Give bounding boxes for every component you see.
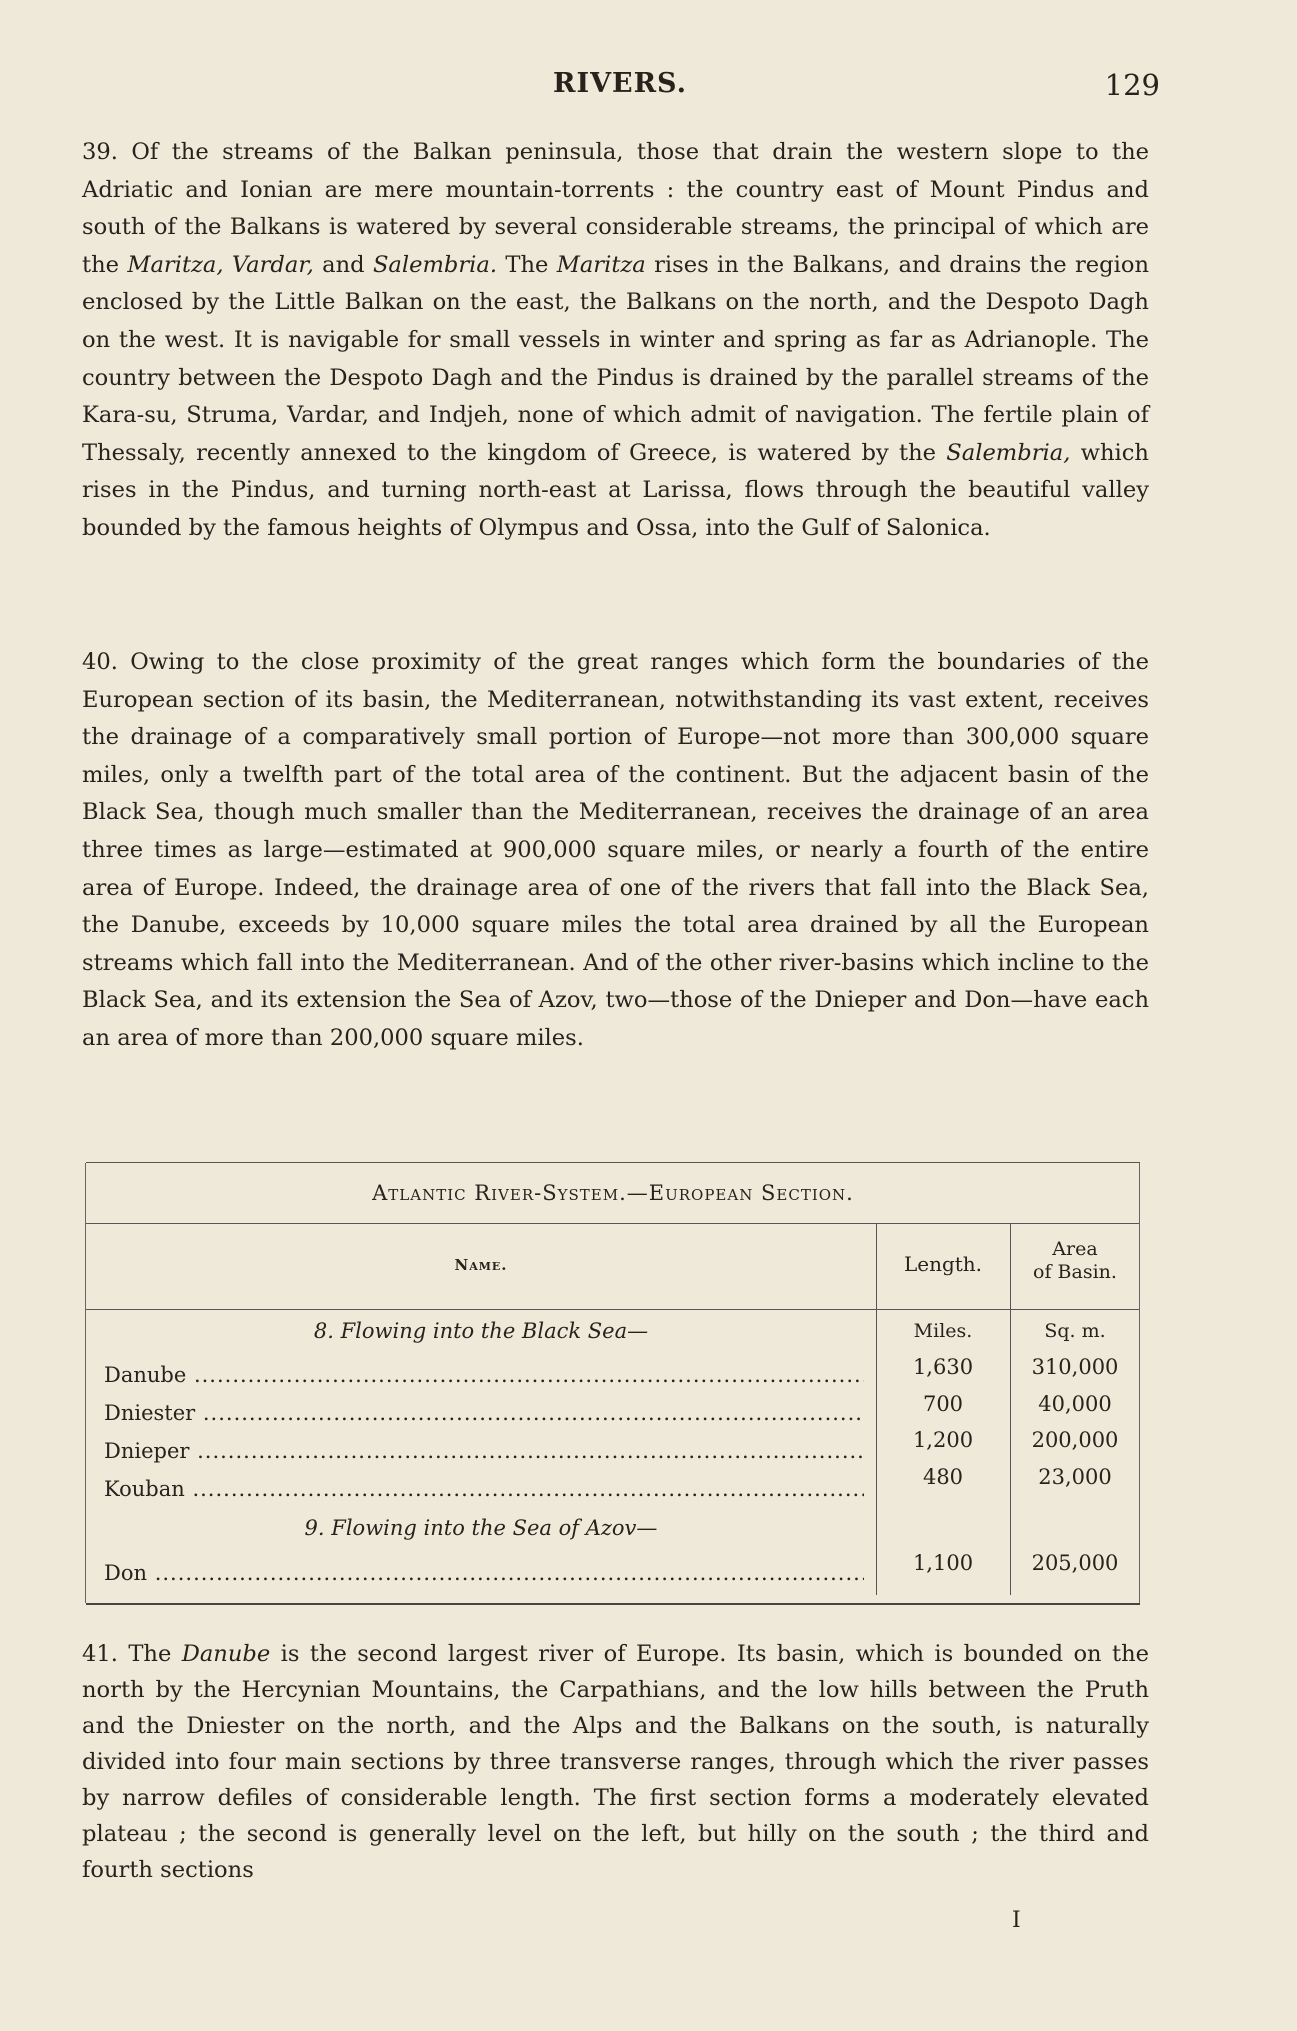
text-segment: and	[313, 251, 373, 278]
text-segment: Owing to the close proximity of the great ranges which form the boundaries of the European section of its basin, the Mediterranean, notwithstanding its vast extent, receives the drainage of a comparatively small portion of Europe—not more than 300,000 square miles, only a twelfth part of the total area of the continent. But the adjacent basin of the Black Sea, though much smaller than the Mediterranean, receives the drainage of an area three times as large—estimated at 900,000 square miles, or nearly a fourth of the entire area of Europe. Indeed, the drainage area of one of the rivers that fall into the Black Sea, the Danube, exceeds by 10,000 square miles the total area drained by all the European streams which fall into the Mediterranean. And of the other river-basins which incline to the Black Sea, and its extension the Sea of Azov, two—those of the Dnieper and Don—have each an area of more than 200,000 square miles.	[82, 649, 1149, 1051]
table-header-row	[86, 1223, 1140, 1310]
italic-river-name: Danube	[181, 1641, 271, 1667]
header-length: Length.	[903, 1252, 983, 1276]
text-segment: Of the streams of the Balkan peninsula, those that drain the western slope to the Adriatic and Ionian are mere mountain-torrents : the country east of Mount Pindus and south of the Balkans is watered by several considerable streams, the principal of which are the	[82, 139, 1149, 278]
river-name: Kouban .....	[104, 1477, 864, 1501]
section-label-black-sea: 8. Flowing into the Black Sea—	[313, 1319, 649, 1343]
text-segment: which rises in the Pindus, and turning north-east at Larissa, flows through the beautiful valley bounded by the famous heights of Olympus and Ossa, into the Gulf of Salonica.	[82, 439, 1149, 541]
section-label-azov: 9. Flowing into the Sea of Azov—	[304, 1516, 658, 1540]
river-name: Danube .....	[104, 1363, 864, 1387]
river-name: Don .....	[104, 1561, 864, 1585]
table-row	[86, 1428, 1140, 1464]
table-row	[86, 1392, 1140, 1428]
table-row	[86, 1551, 1140, 1587]
text-segment: The	[117, 1641, 182, 1667]
italic-river-name: Maritza	[556, 251, 646, 278]
text-segment: is the second largest river of Europe. Its basin, which is bounded on the north by the Hercynian Mountains, the Carpathians, and the low hills between the Pruth and the Dniester on the north, and the Alps and the Balkans on the south, is naturally divided into four main sections by three transverse ranges, through which the river passes by narrow defiles of considerable length. The first section forms a moderately elevated plateau ; the second is generally level on the left, but hilly on the south ; the third and fourth sections	[82, 1641, 1149, 1883]
table-row	[86, 1465, 1140, 1501]
running-title: RIVERS.	[553, 68, 687, 99]
river-name: Dniester .....	[104, 1401, 864, 1425]
signature-mark: I	[1012, 1908, 1021, 1933]
unit-area: Sq. m.	[1044, 1320, 1106, 1342]
paragraph-number: 39.	[82, 139, 118, 165]
header-name: Name.	[454, 1256, 508, 1274]
river-table	[86, 1162, 1140, 1605]
river-name: Dnieper .....	[104, 1439, 864, 1463]
river-area: 310,000	[1031, 1355, 1119, 1379]
text-segment: The	[497, 251, 557, 278]
paragraph-39	[82, 134, 1149, 548]
river-area: 40,000	[1038, 1392, 1112, 1416]
paragraph-number: 40.	[82, 649, 118, 675]
table-row	[86, 1355, 1140, 1391]
river-length: 1,200	[912, 1428, 974, 1452]
text-segment: rises in the Balkans, and drains the region enclosed by the Little Balkan on the east, the Balkans on the north, and the Despoto Dagh on the west. It is navigable for small vessels in winter and spring as far as Adrianople. The country between the Despoto Dagh and the Pindus is drained by the parallel streams of the Kara-su, Struma, Vardar, and Indjeh, none of which admit of navigation. The fertile plain of Thessaly, recently annexed to the kingdom of Greece, is watered by the	[82, 251, 1149, 466]
paragraph-number: 41.	[82, 1641, 118, 1667]
italic-river-names: Maritza, Vardar,	[127, 251, 314, 278]
italic-river-name: Salembria.	[372, 251, 498, 278]
paragraph-41	[82, 1636, 1149, 1888]
header-area	[1010, 1238, 1140, 1284]
river-length: 480	[922, 1465, 964, 1489]
header-area-line2: of Basin.	[1033, 1261, 1117, 1283]
table-title: Atlantic River-System.—European Section.	[372, 1181, 854, 1205]
river-area: 23,000	[1038, 1465, 1112, 1489]
italic-river-name: Salembria,	[946, 439, 1071, 466]
paragraph-40	[82, 644, 1149, 1058]
river-area: 200,000	[1031, 1428, 1119, 1452]
river-length: 700	[922, 1392, 964, 1416]
page-header	[80, 68, 1160, 108]
river-length: 1,100	[912, 1551, 974, 1575]
header-area-line1: Area	[1052, 1238, 1098, 1260]
river-area: 205,000	[1031, 1551, 1119, 1575]
page-number: 129	[1104, 68, 1160, 102]
unit-length: Miles.	[913, 1320, 973, 1342]
river-length: 1,630	[912, 1355, 974, 1379]
